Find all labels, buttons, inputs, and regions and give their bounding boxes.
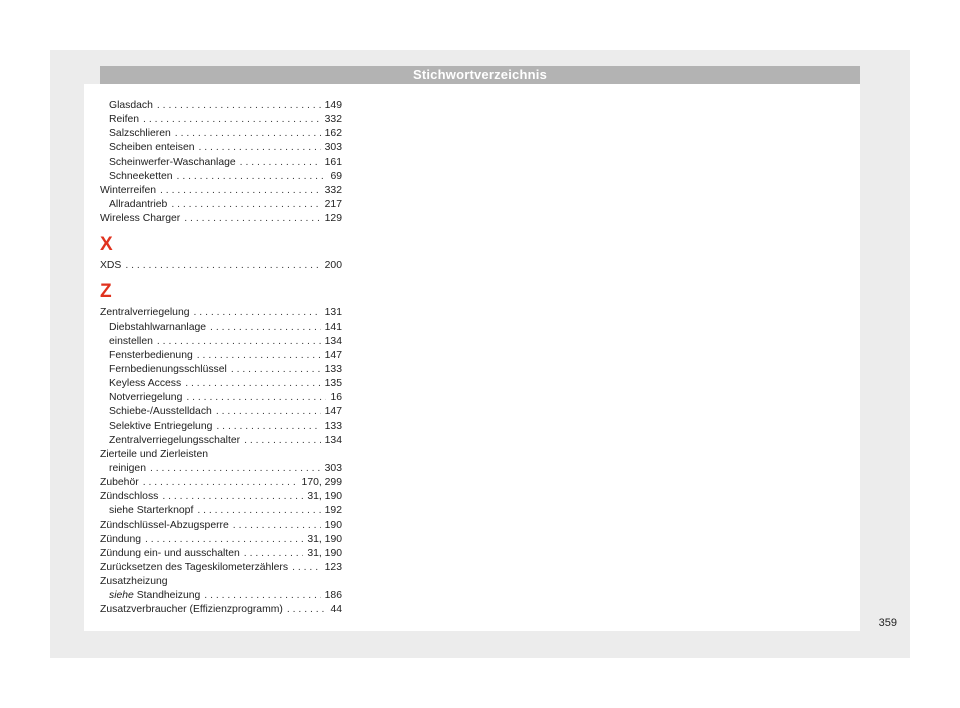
dot-leader [157,99,321,113]
index-entry-page: 31, 190 [307,491,342,503]
index-entry-label: Zündung [100,533,142,545]
index-entry-page: 44 [330,604,342,616]
index-entry-page: 16 [330,392,342,404]
index-entry-label [109,589,204,603]
index-entry-label: Fernbedienungsschlüssel [109,363,227,375]
dot-leader [185,377,320,391]
index-entry-label: siehe Starterknopf [109,505,194,517]
index-entry [100,490,342,504]
dot-leader [143,113,321,127]
dot-leader [244,434,321,448]
dot-leader [171,198,320,212]
index-entry [100,589,342,603]
dot-leader [194,306,321,320]
index-entry-page: 135 [324,378,342,390]
index-entry-page: 147 [324,349,342,361]
index-entry-heading [100,575,342,589]
dot-leader [145,533,303,547]
index-entry-label: Zubehör [100,477,139,489]
see-target: Standheizung [136,590,201,602]
index-entry-page: 217 [324,198,342,210]
index-entry [100,212,342,226]
index-entry-page: 31, 190 [307,547,342,559]
dot-leader [177,170,327,184]
index-entry-page: 147 [324,406,342,418]
dot-leader [233,519,321,533]
index-entry-page: 161 [324,156,342,168]
index-entry [100,462,342,476]
index-letter-x: X [100,234,113,256]
index-entry-label: Glasdach [109,100,153,111]
index-entry [100,420,342,434]
index-entry [100,127,342,141]
index-entry-label: Schiebe-/Ausstelldach [109,406,212,418]
index-entry-label: Fensterbedienung [109,349,193,361]
index-entry-label: Zündung ein- und ausschalten [100,547,240,559]
index-entry-page: 141 [324,321,342,333]
index-entry-page: 303 [324,462,342,474]
dot-leader [175,127,321,141]
index-entry-page: 31, 190 [307,533,342,545]
index-entry-label: Zündschloss [100,491,159,503]
index-entry [100,170,342,184]
index-entry [100,504,342,518]
index-entry [100,603,342,617]
index-entry-label: Wireless Charger [100,213,181,225]
index-entry [100,156,342,170]
index-entry-label: Zentralverriegelung [100,307,190,319]
index-group-z [100,306,342,447]
index-entry-page: 149 [324,100,342,111]
index-entry-label: Zündschlüssel-Abzugsperre [100,519,229,531]
index-group-x [100,259,342,273]
index-entry-label: einstellen [109,335,153,347]
index-entry [100,519,342,533]
see-reference: siehe [109,590,134,602]
dot-leader [162,490,303,504]
index-entry-label: Selektive Entriegelung [109,420,213,432]
page-number: 359 [878,617,897,629]
index-entry-page: 134 [324,434,342,446]
index-entry-label: Zusatzheizung [100,576,168,588]
index-entry-page: 123 [324,561,342,573]
dot-leader [199,141,321,155]
index-entry-page: 332 [324,184,342,196]
index-entry [100,476,342,490]
index-entry-label: XDS [100,260,122,272]
index-entry [100,198,342,212]
index-entry-page: 69 [330,170,342,182]
index-entry-page: 186 [324,590,342,602]
dot-leader [231,363,321,377]
dot-leader [240,156,321,170]
dot-leader [292,561,321,575]
index-entry-page: 134 [324,335,342,347]
index-entry-label: Notverriegelung [109,392,183,404]
index-entry-heading [100,448,342,462]
dot-leader [150,462,321,476]
index-group-w [100,99,342,226]
dot-leader [143,476,298,490]
dot-leader [216,420,320,434]
dot-leader [160,184,321,198]
index-entry-page: 332 [324,114,342,126]
dot-leader [210,321,321,335]
index-entry-page: 170, 299 [301,477,342,489]
dot-leader [184,212,320,226]
index-entry-label: Allradantrieb [109,198,168,210]
index-entry-label: Zurücksetzen des Tageskilometerzählers [100,561,289,573]
dot-leader [197,504,320,518]
index-entry [100,141,342,155]
index-entry-label: Keyless Access [109,378,182,390]
index-entry-label: Zierteile und Zierleisten [100,448,208,460]
index-entry-page: 200 [324,260,342,272]
index-entry-label: Scheinwerfer-Waschanlage [109,156,236,168]
index-entry-page: 131 [324,307,342,319]
index-entry-label: reinigen [109,462,146,474]
index-entry [100,113,342,127]
index-entry-page: 190 [324,519,342,531]
index-entry [100,259,342,273]
index-entry-page: 303 [324,142,342,154]
index-column [100,99,342,618]
dot-leader [157,335,321,349]
index-entry [100,377,342,391]
dot-leader [125,259,320,273]
dot-leader [197,349,321,363]
index-entry-label: Scheiben enteisen [109,142,195,154]
index-entry [100,391,342,405]
dot-leader [216,405,321,419]
index-entry [100,547,342,561]
index-entry-label: Diebstahlwarnanlage [109,321,207,333]
index-entry-label: Reifen [109,114,140,126]
index-entry [100,99,342,113]
dot-leader [204,589,320,603]
index-entry-label: Zusatzverbraucher (Effizienzprogramm) [100,604,283,616]
page-title: Stichwortverzeichnis [100,66,860,84]
index-entry [100,349,342,363]
index-group-z2 [100,462,342,575]
index-entry [100,561,342,575]
index-entry [100,306,342,320]
index-entry [100,434,342,448]
index-entry-page: 129 [324,213,342,225]
dot-leader [244,547,304,561]
index-entry [100,335,342,349]
index-entry [100,533,342,547]
index-entry [100,321,342,335]
index-entry-page: 162 [324,128,342,140]
index-entry [100,363,342,377]
index-entry-label: Zentralverriegelungsschalter [109,434,241,446]
index-entry-page: 133 [324,420,342,432]
index-entry-page: 133 [324,363,342,375]
index-entry-label: Schneeketten [109,170,173,182]
index-entry [100,405,342,419]
dot-leader [287,603,327,617]
index-entry-label: Salzschlieren [109,128,171,140]
index-letter-z: Z [100,281,112,303]
index-entry-label: Winterreifen [100,184,157,196]
index-entry [100,184,342,198]
dot-leader [186,391,326,405]
index-entry-page: 192 [324,505,342,517]
